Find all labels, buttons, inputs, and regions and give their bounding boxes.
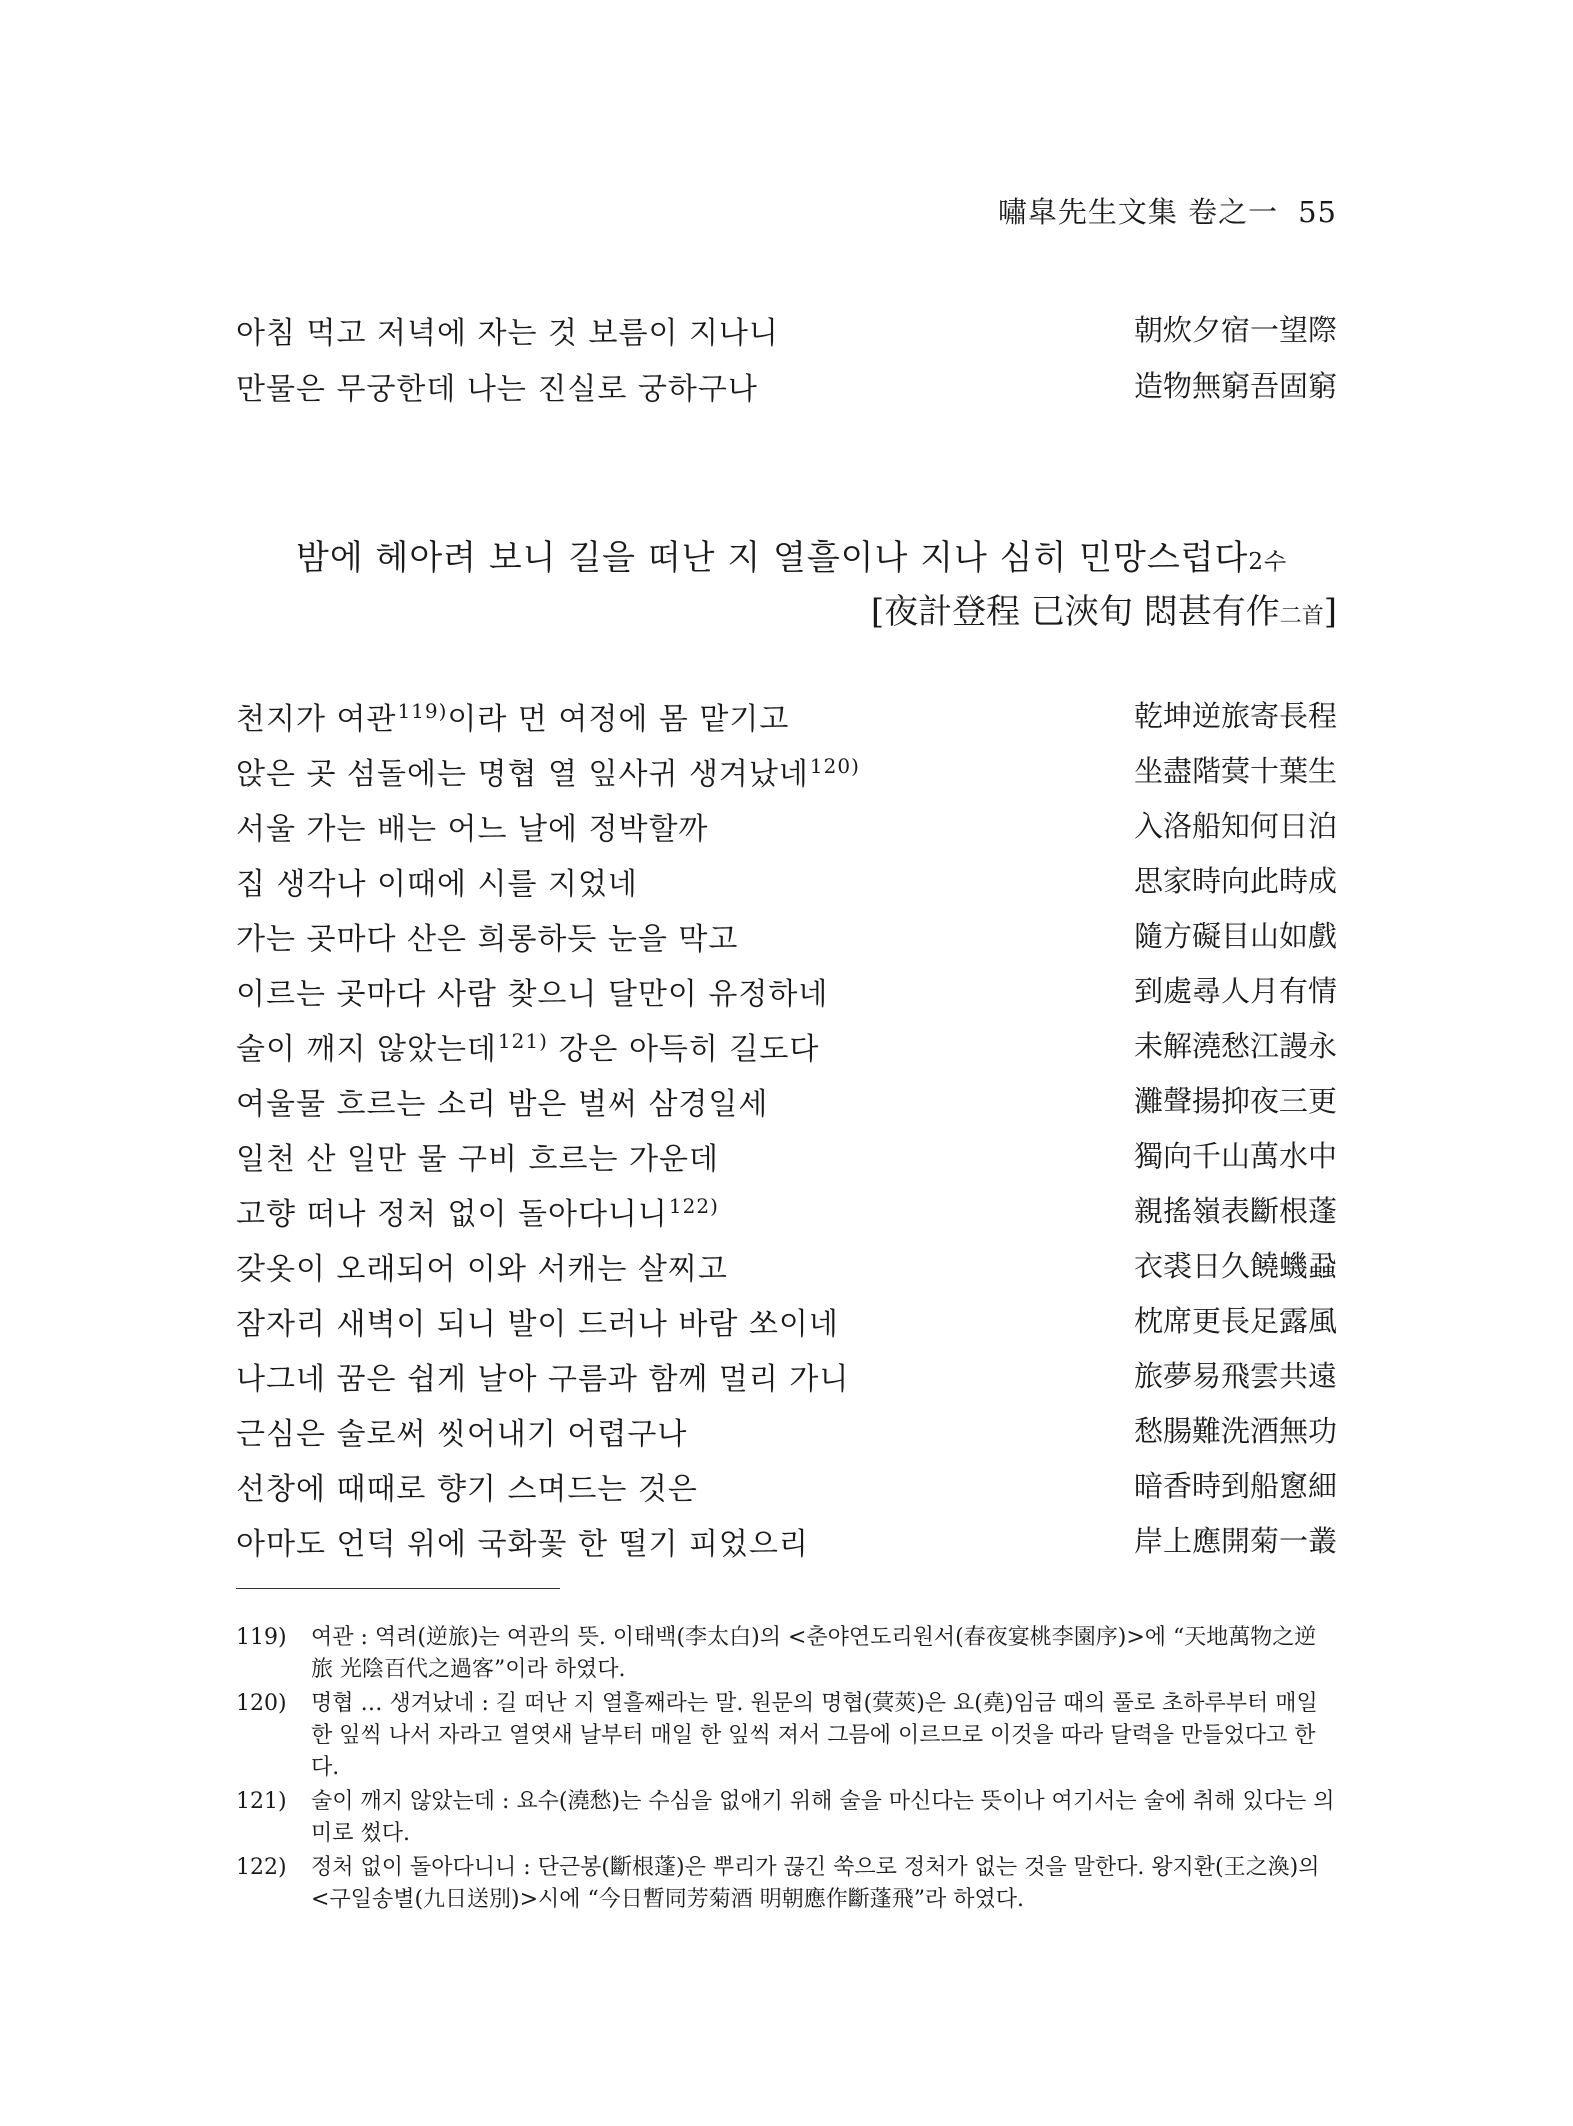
verse-line	[236, 1354, 1337, 1398]
verse-korean	[236, 1354, 849, 1398]
footnote-text: 정처 없이 돌아다니니 : 단근봉(斷根蓬)은 뿌리가 끊긴 쑥으로 정처가 없는 것을 말한다. 왕지환(王之渙)의 <구일송별(九日送別)>시에 “今日暫同芳菊酒 明朝應作斷蓬飛”라 하였다.	[311, 1855, 1320, 1912]
poem-title-korean-text: 밤에 헤아려 보니 길을 떠난 지 열흘이나 지나 심히 민망스럽다	[296, 538, 1249, 578]
verse-korean	[236, 749, 860, 793]
verse-hanja: 衣裘日久饒蟣蝨	[1133, 1249, 1337, 1283]
poem-title-hanja	[871, 584, 1337, 633]
verse-korean	[236, 1464, 698, 1508]
poem-title-hanja-close: ]	[1323, 592, 1337, 632]
verse-korean-text: 갖옷이 오래되어 이와 서캐는 살찌고	[236, 1252, 728, 1287]
verse-korean-text: 집 생각나 이때에 시를 지었네	[236, 867, 638, 902]
verse-korean-text: 이르는 곳마다 사람 찾으니 달만이 유정하네	[236, 977, 829, 1012]
verse-korean	[236, 308, 779, 352]
verse-hanja: 思家時向此時成	[1133, 864, 1337, 898]
verse-hanja: 岸上應開菊一叢	[1133, 1524, 1337, 1558]
page-number: 55	[1298, 195, 1337, 229]
verse-line	[236, 1079, 1337, 1123]
verse-korean	[236, 1299, 839, 1343]
verse-hanja: 灘聲揚抑夜三更	[1133, 1084, 1337, 1118]
verse-line	[236, 694, 1337, 738]
verse-line	[236, 1464, 1337, 1508]
verse-korean	[236, 1409, 687, 1453]
verse-korean	[236, 1134, 719, 1178]
footnote	[236, 1852, 1337, 1916]
verse-korean-text: 가는 곳마다 산은 희롱하듯 눈을 막고	[236, 922, 739, 957]
footnote-ref: 121)	[497, 1029, 548, 1053]
verse-line	[236, 1299, 1337, 1343]
verse-line	[236, 308, 1337, 352]
verse-hanja: 獨向千山萬水中	[1133, 1139, 1337, 1173]
verse-korean-text: 만물은 무궁한데 나는 진실로 궁하구나	[236, 372, 758, 407]
verse-korean	[236, 364, 758, 408]
verse-line	[236, 859, 1337, 903]
verse-korean	[236, 1024, 819, 1068]
verse-korean-text: 천지가 여관	[236, 702, 397, 737]
verse-korean-text: 나그네 꿈은 쉽게 날아 구름과 함께 멀리 가니	[236, 1362, 850, 1397]
footnote	[236, 1688, 1337, 1784]
footnote	[236, 1622, 1337, 1686]
verse-korean-text: 고향 떠나 정처 없이 돌아다니니	[236, 1197, 668, 1232]
verse-korean-text: 술이 깨지 않았는데	[236, 1032, 497, 1067]
verse-hanja: 造物無窮吾固窮	[1133, 369, 1337, 403]
footnote-text: 술이 깨지 않았는데 : 요수(澆愁)는 수심을 없애기 위해 술을 마신다는 뜻이나 여기서는 술에 취해 있다는 의미로 썼다.	[311, 1789, 1335, 1846]
verse-hanja: 愁腸難洗酒無功	[1133, 1414, 1337, 1448]
verse-korean-rest: 강은 아득히 길도다	[547, 1032, 820, 1067]
verse-hanja: 坐盡階蓂十葉生	[1133, 754, 1337, 788]
footnote-number: 122)	[236, 1855, 287, 1880]
verse-korean-text: 선창에 때때로 향기 스며드는 것은	[236, 1472, 698, 1507]
verse-korean-text: 아침 먹고 저녁에 자는 것 보름이 지나니	[236, 316, 779, 351]
verse-korean-text: 앉은 곳 섬돌에는 명협 열 잎사귀 생겨났네	[236, 757, 809, 792]
verse-line	[236, 804, 1337, 848]
verse-korean-text: 아마도 언덕 위에 국화꽃 한 떨기 피었으리	[236, 1527, 809, 1562]
verse-korean	[236, 914, 738, 958]
verse-korean-text: 서울 가는 배는 어느 날에 정박할까	[236, 812, 709, 847]
verse-hanja: 朝炊夕宿一望際	[1133, 313, 1337, 347]
verse-korean-rest: 이라 먼 여정에 몸 맡기고	[447, 702, 790, 737]
verse-hanja: 隨方礙目山如戲	[1133, 919, 1337, 953]
verse-line	[236, 749, 1337, 793]
footnote-number: 119)	[236, 1625, 287, 1650]
footnote-ref: 120)	[809, 754, 860, 778]
verse-line	[236, 1409, 1337, 1453]
verse-line	[236, 1189, 1337, 1233]
poem-title-hanja-count: 二首	[1279, 604, 1324, 629]
verse-korean	[236, 694, 789, 738]
verse-hanja: 入洛船知何日泊	[1133, 809, 1337, 843]
verse-korean-text: 여울물 흐르는 소리 밤은 벌써 삼경일세	[236, 1087, 769, 1122]
verse-korean	[236, 1079, 768, 1123]
verse-korean	[236, 859, 638, 903]
verse-korean-text: 일천 산 일만 물 구비 흐르는 가운데	[236, 1142, 719, 1177]
verse-korean	[236, 1519, 809, 1563]
footnote-number: 120)	[236, 1691, 287, 1716]
footnotes	[236, 1622, 1337, 1918]
verse-hanja: 旅夢易飛雲共遠	[1133, 1359, 1337, 1393]
poem-title-korean-count: 2수	[1248, 549, 1288, 575]
running-header	[998, 190, 1337, 231]
verse-hanja: 親搖嶺表斷根蓬	[1133, 1194, 1337, 1228]
verse-line	[236, 969, 1337, 1013]
verse-line	[236, 1134, 1337, 1178]
verse-hanja: 未解澆愁江謾永	[1133, 1029, 1337, 1063]
poem-title-hanja-text: [夜計登程 已浹旬 悶甚有作	[870, 592, 1280, 632]
footnote-ref: 122)	[668, 1194, 719, 1218]
header-title: 嘯皐先生文集 卷之一	[997, 195, 1279, 229]
footnote-number: 121)	[236, 1789, 287, 1814]
footnote-divider	[236, 1588, 560, 1589]
footnote-text: 여관 : 역려(逆旅)는 여관의 뜻. 이태백(李太白)의 <춘야연도리원서(春夜宴桃李園序)>에 “天地萬物之逆旅 光陰百代之過客”이라 하였다.	[311, 1625, 1317, 1682]
verse-hanja: 乾坤逆旅寄長程	[1133, 699, 1337, 733]
footnote	[236, 1786, 1337, 1850]
verse-korean	[236, 804, 708, 848]
verse-line	[236, 1024, 1337, 1068]
verse-hanja: 到處尋人月有情	[1133, 974, 1337, 1008]
verse-korean-text: 근심은 술로써 씻어내기 어렵구나	[236, 1417, 688, 1452]
verse-korean	[236, 1189, 719, 1233]
verse-hanja: 枕席更長足露風	[1133, 1304, 1337, 1338]
verse-korean	[236, 969, 828, 1013]
footnote-text: 명협 … 생겨났네 : 길 떠난 지 열흘째라는 말. 원문의 명협(蓂莢)은 요(堯)임금 때의 풀로 초하루부터 매일 한 잎씩 나서 자라고 열엿새 날부터 매일 한 잎씩 져서 그믐에 이르므로 이것을 따라 달력을 만들었다고 한다.	[311, 1691, 1318, 1780]
poem-title-korean	[296, 530, 1287, 579]
verse-line	[236, 1519, 1337, 1563]
verse-korean	[236, 1244, 728, 1288]
verse-hanja: 暗香時到船窻細	[1133, 1469, 1337, 1503]
verse-korean-text: 잠자리 새벽이 되니 발이 드러나 바람 쏘이네	[236, 1307, 839, 1342]
verse-line	[236, 1244, 1337, 1288]
verse-line	[236, 914, 1337, 958]
footnote-ref: 119)	[397, 699, 448, 723]
verse-line	[236, 364, 1337, 408]
